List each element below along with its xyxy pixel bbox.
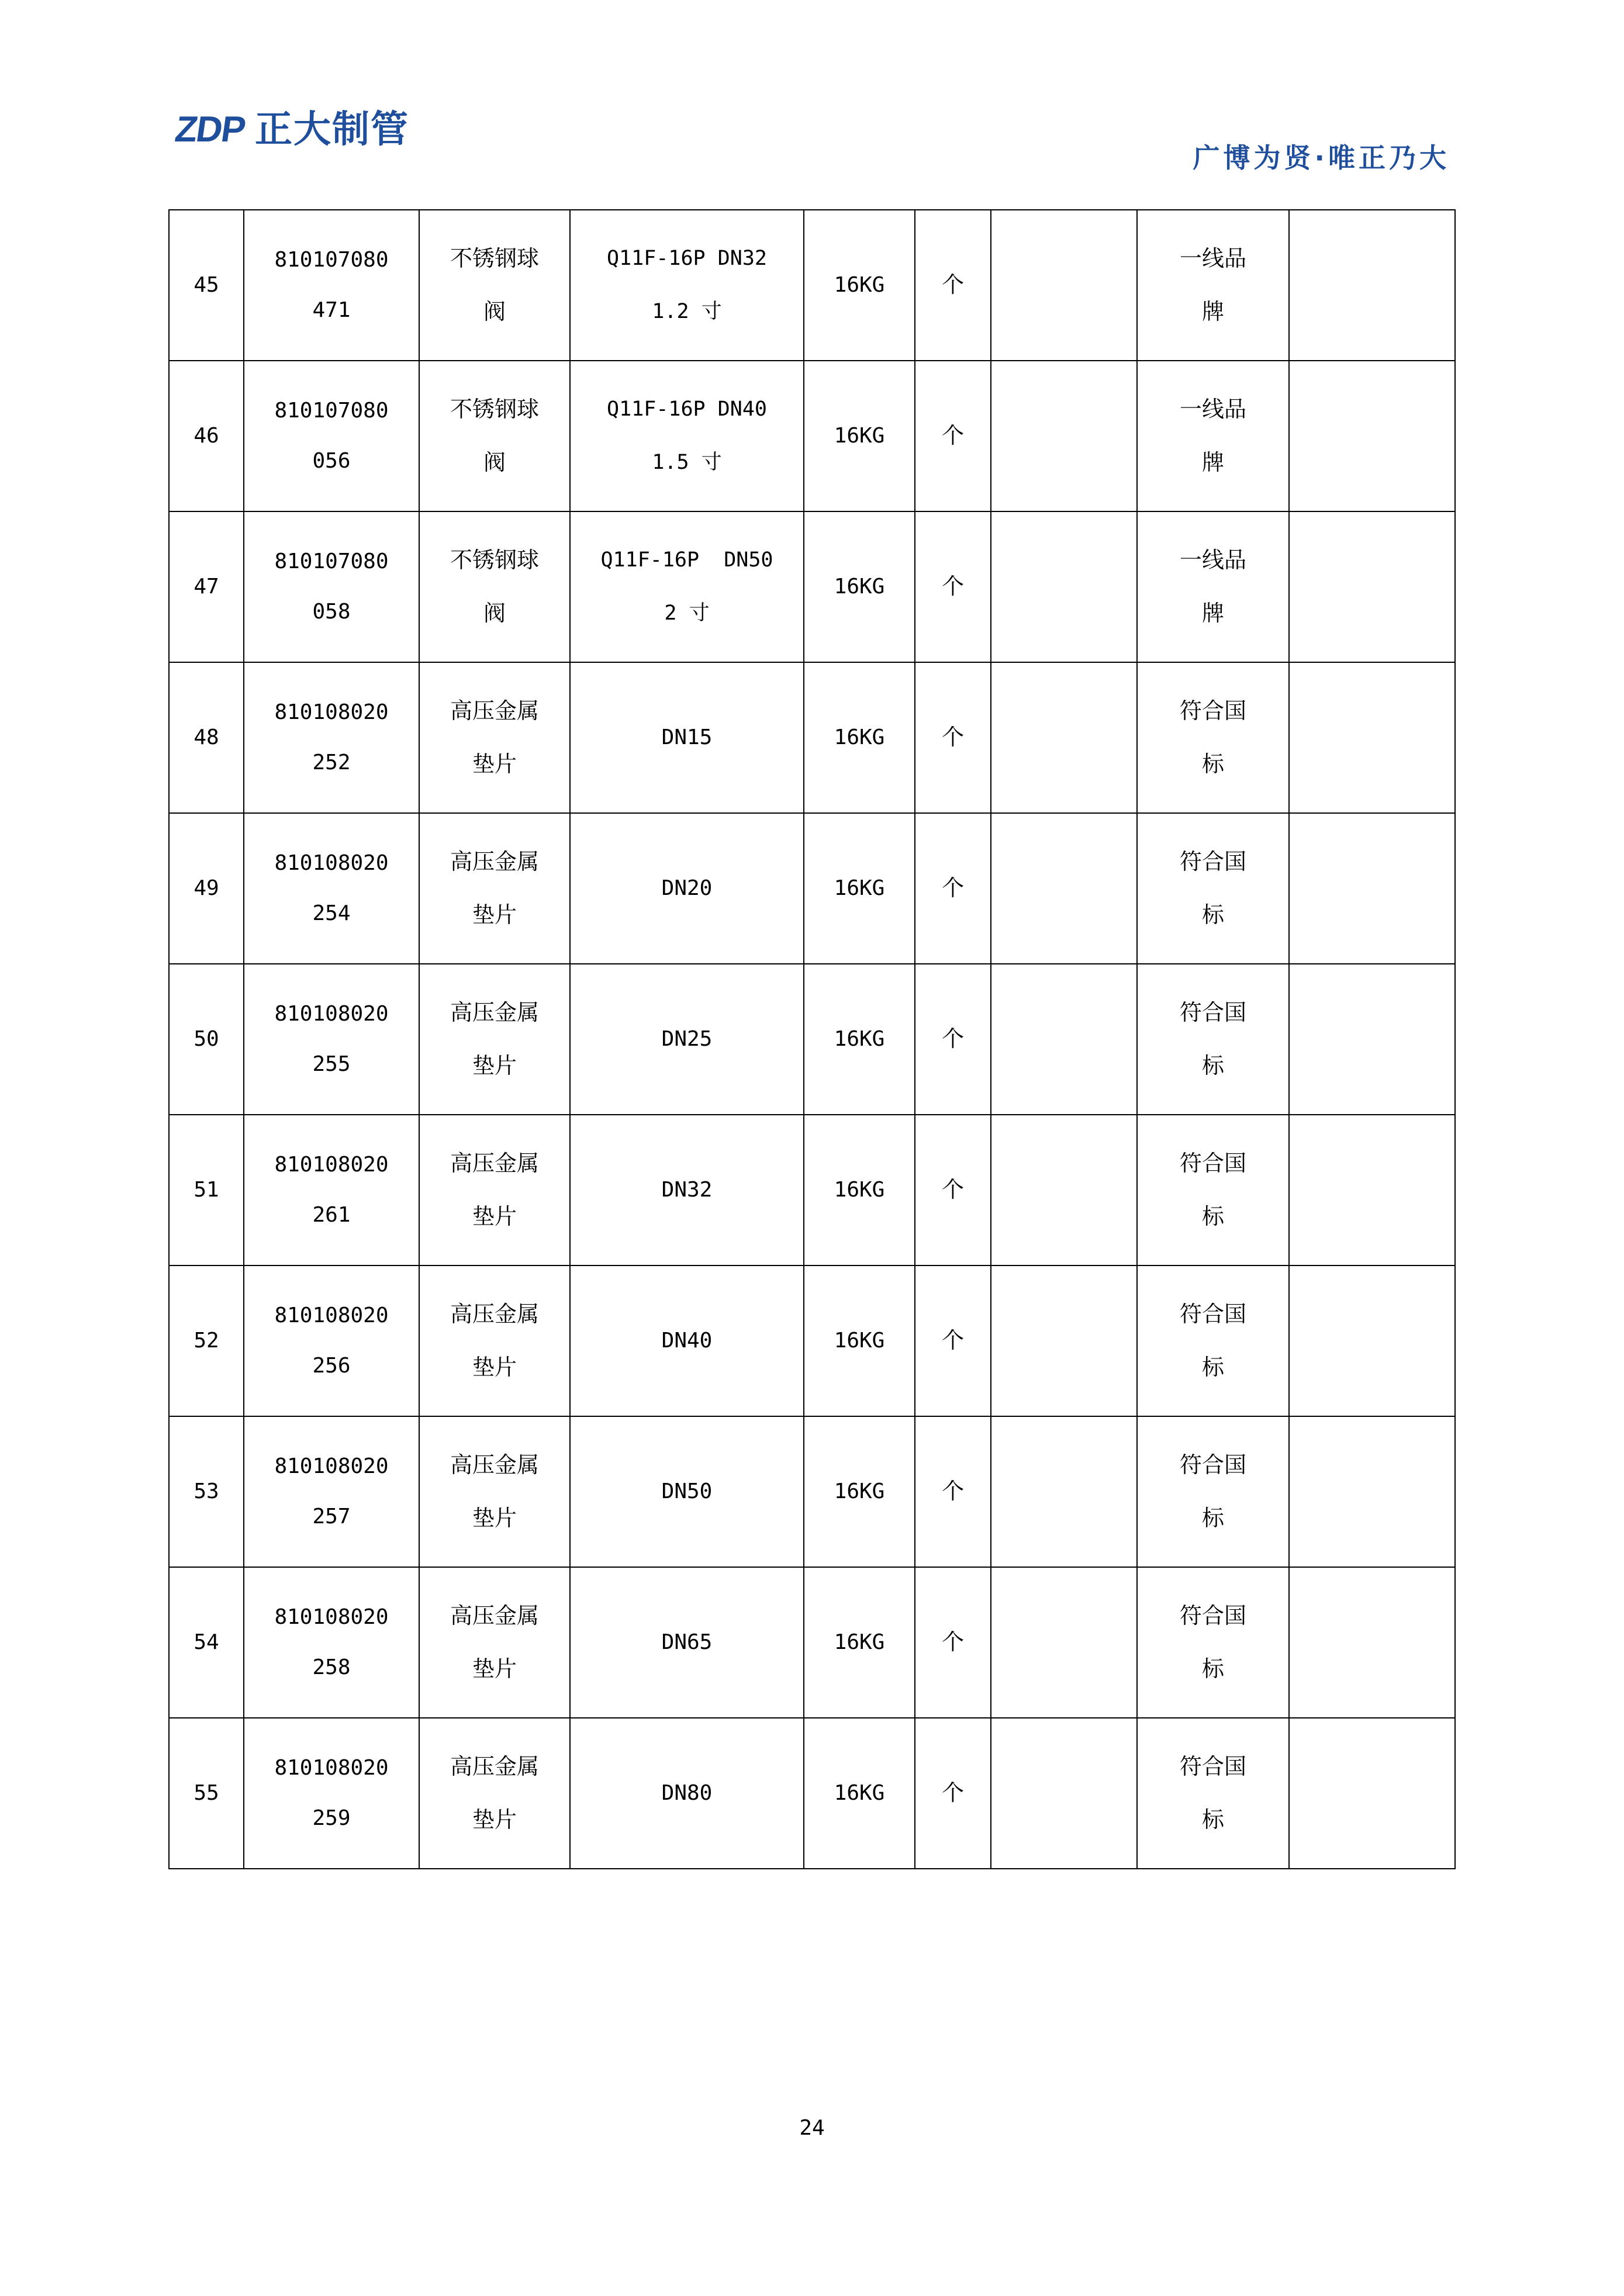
cell-spec-model [570, 1718, 804, 1869]
name-line-2: 阀 [483, 449, 506, 475]
cell-unit [915, 1265, 991, 1416]
brand-line-1: 符合国 [1179, 1150, 1246, 1176]
pressure-value: 16KG [834, 1328, 885, 1353]
name-line-2: 垫片 [472, 1505, 517, 1531]
cell-quantity [991, 1115, 1137, 1265]
brand-line-2: 标 [1201, 1053, 1224, 1078]
spec-table [168, 209, 1456, 1869]
cell-item-name [419, 210, 570, 361]
company-slogan: 广博为贤·唯正乃大 [1193, 142, 1450, 174]
cell-material-code [244, 813, 419, 964]
unit-value: 个 [941, 573, 964, 600]
code-line-2: 257 [312, 1505, 351, 1529]
spec-line-2: 1.2 寸 [652, 300, 722, 323]
pressure-value: 16KG [834, 272, 885, 297]
table-row [169, 1115, 1455, 1265]
brand-line-1: 符合国 [1179, 1754, 1246, 1779]
brand-line-1: 符合国 [1179, 1452, 1246, 1478]
cell-material-code [244, 1115, 419, 1265]
spec-line-1: DN80 [661, 1780, 713, 1805]
pressure-value: 16KG [834, 423, 885, 448]
zdp-logo-icon: ZDP [172, 109, 247, 150]
code-line-2: 259 [312, 1806, 351, 1830]
row-index: 53 [194, 1479, 219, 1503]
cell-brand [1137, 1115, 1289, 1265]
code-line-2: 261 [312, 1203, 351, 1227]
name-line-1: 高压金属 [450, 1603, 539, 1628]
cell-spec-model [570, 964, 804, 1115]
row-index: 55 [194, 1780, 219, 1805]
name-line-1: 高压金属 [450, 698, 539, 724]
brand-line-2: 标 [1201, 751, 1224, 777]
code-line-2: 058 [312, 600, 351, 624]
cell-quantity [991, 662, 1137, 813]
brand-line-2: 牌 [1201, 299, 1224, 324]
cell-pressure [804, 813, 915, 964]
row-index: 45 [194, 272, 219, 297]
spec-line-1: Q11F-16P DN40 [607, 397, 767, 421]
code-line-2: 252 [312, 751, 351, 774]
cell-index [169, 1567, 244, 1718]
cell-brand [1137, 662, 1289, 813]
code-line-2: 255 [312, 1052, 351, 1076]
cell-unit [915, 1718, 991, 1869]
name-line-2: 垫片 [472, 902, 517, 928]
cell-index [169, 361, 244, 511]
cell-item-name [419, 1567, 570, 1718]
spec-line-1: Q11F-16P DN50 [600, 548, 773, 572]
unit-value: 个 [941, 1327, 964, 1354]
cell-quantity [991, 511, 1137, 662]
name-line-2: 阀 [483, 600, 506, 626]
unit-value: 个 [941, 423, 964, 449]
cell-pressure [804, 662, 915, 813]
pressure-value: 16KG [834, 725, 885, 749]
cell-brand [1137, 813, 1289, 964]
brand-line-2: 牌 [1201, 600, 1224, 626]
unit-value: 个 [941, 1026, 964, 1052]
unit-value: 个 [941, 724, 964, 751]
cell-quantity [991, 361, 1137, 511]
company-name: 正大制管 [255, 108, 409, 151]
company-logo [172, 108, 409, 151]
code-line-1: 810108020 [274, 1755, 389, 1780]
cell-pressure [804, 1718, 915, 1869]
cell-item-name [419, 964, 570, 1115]
cell-material-code [244, 361, 419, 511]
spec-line-1: DN40 [661, 1328, 713, 1353]
spec-table-body [169, 210, 1455, 1869]
row-index: 51 [194, 1177, 219, 1202]
cell-unit [915, 1416, 991, 1567]
cell-index [169, 1718, 244, 1869]
pressure-value: 16KG [834, 1026, 885, 1051]
cell-item-name [419, 813, 570, 964]
cell-material-code [244, 1265, 419, 1416]
cell-brand [1137, 1416, 1289, 1567]
cell-unit [915, 511, 991, 662]
code-line-2: 471 [312, 298, 351, 322]
cell-remark [1289, 361, 1455, 511]
cell-index [169, 1416, 244, 1567]
code-line-1: 810108020 [274, 1303, 389, 1327]
cell-item-name [419, 1416, 570, 1567]
name-line-1: 高压金属 [450, 1150, 539, 1176]
cell-pressure [804, 1416, 915, 1567]
brand-line-1: 一线品 [1179, 396, 1246, 422]
cell-quantity [991, 1718, 1137, 1869]
cell-item-name [419, 662, 570, 813]
unit-value: 个 [941, 272, 964, 298]
cell-unit [915, 813, 991, 964]
name-line-1: 高压金属 [450, 1754, 539, 1779]
cell-spec-model [570, 210, 804, 361]
pressure-value: 16KG [834, 876, 885, 900]
row-index: 52 [194, 1328, 219, 1353]
brand-line-2: 标 [1201, 1354, 1224, 1380]
name-line-1: 不锈钢球 [450, 547, 539, 573]
cell-remark [1289, 1718, 1455, 1869]
spec-line-1: DN20 [661, 876, 713, 900]
unit-value: 个 [941, 1177, 964, 1203]
page-header [172, 108, 1450, 181]
table-row [169, 1718, 1455, 1869]
cell-brand [1137, 1265, 1289, 1416]
cell-remark [1289, 210, 1455, 361]
cell-item-name [419, 511, 570, 662]
table-row [169, 361, 1455, 511]
pressure-value: 16KG [834, 1780, 885, 1805]
cell-index [169, 210, 244, 361]
name-line-2: 阀 [483, 299, 506, 324]
cell-material-code [244, 1718, 419, 1869]
spec-table-wrap [168, 209, 1454, 1869]
cell-brand [1137, 964, 1289, 1115]
cell-quantity [991, 1416, 1137, 1567]
cell-material-code [244, 511, 419, 662]
brand-line-1: 符合国 [1179, 1603, 1246, 1628]
cell-index [169, 964, 244, 1115]
cell-pressure [804, 1115, 915, 1265]
cell-quantity [991, 1265, 1137, 1416]
unit-value: 个 [941, 875, 964, 901]
brand-line-2: 标 [1201, 1656, 1224, 1682]
cell-brand [1137, 511, 1289, 662]
spec-line-1: DN65 [661, 1630, 713, 1654]
spec-line-1: DN32 [661, 1177, 713, 1202]
cell-spec-model [570, 813, 804, 964]
brand-line-2: 牌 [1201, 449, 1224, 475]
name-line-1: 高压金属 [450, 1452, 539, 1478]
cell-spec-model [570, 361, 804, 511]
name-line-2: 垫片 [472, 751, 517, 777]
spec-line-2: 2 寸 [664, 601, 710, 625]
unit-value: 个 [941, 1478, 964, 1505]
code-line-1: 810108020 [274, 700, 389, 724]
row-index: 54 [194, 1630, 219, 1654]
table-row [169, 1265, 1455, 1416]
brand-line-1: 一线品 [1179, 245, 1246, 271]
cell-pressure [804, 1265, 915, 1416]
cell-item-name [419, 1718, 570, 1869]
brand-line-1: 符合国 [1179, 698, 1246, 724]
table-row [169, 813, 1455, 964]
cell-brand [1137, 1567, 1289, 1718]
table-row [169, 1416, 1455, 1567]
cell-material-code [244, 210, 419, 361]
code-line-1: 810108020 [274, 1152, 389, 1177]
cell-remark [1289, 662, 1455, 813]
cell-remark [1289, 1567, 1455, 1718]
name-line-1: 高压金属 [450, 849, 539, 874]
cell-item-name [419, 1265, 570, 1416]
table-row [169, 210, 1455, 361]
brand-line-1: 一线品 [1179, 547, 1246, 573]
pressure-value: 16KG [834, 574, 885, 599]
cell-spec-model [570, 1416, 804, 1567]
cell-index [169, 511, 244, 662]
code-line-2: 056 [312, 449, 351, 473]
row-index: 46 [194, 423, 219, 448]
spec-line-1: DN25 [661, 1026, 713, 1051]
code-line-1: 810108020 [274, 1605, 389, 1629]
code-line-1: 810107080 [274, 549, 389, 573]
cell-index [169, 662, 244, 813]
cell-unit [915, 361, 991, 511]
table-row [169, 662, 1455, 813]
spec-line-1: DN50 [661, 1479, 713, 1503]
cell-unit [915, 662, 991, 813]
cell-unit [915, 210, 991, 361]
cell-item-name [419, 1115, 570, 1265]
cell-material-code [244, 1416, 419, 1567]
cell-remark [1289, 1115, 1455, 1265]
table-row [169, 1567, 1455, 1718]
cell-brand [1137, 361, 1289, 511]
spec-line-1: Q11F-16P DN32 [607, 247, 767, 271]
cell-spec-model [570, 511, 804, 662]
code-line-1: 810108020 [274, 1001, 389, 1026]
name-line-1: 不锈钢球 [450, 245, 539, 271]
name-line-2: 垫片 [472, 1656, 517, 1682]
code-line-1: 810108020 [274, 850, 389, 875]
cell-quantity [991, 813, 1137, 964]
code-line-1: 810108020 [274, 1454, 389, 1478]
cell-material-code [244, 964, 419, 1115]
row-index: 48 [194, 725, 219, 749]
table-row [169, 511, 1455, 662]
spec-line-1: DN15 [661, 725, 713, 749]
cell-spec-model [570, 1265, 804, 1416]
code-line-2: 254 [312, 901, 351, 925]
row-index: 47 [194, 574, 219, 599]
cell-unit [915, 1567, 991, 1718]
cell-pressure [804, 1567, 915, 1718]
cell-material-code [244, 662, 419, 813]
cell-quantity [991, 210, 1137, 361]
brand-line-2: 标 [1201, 1505, 1224, 1531]
cell-index [169, 1115, 244, 1265]
code-line-2: 258 [312, 1655, 351, 1679]
cell-pressure [804, 511, 915, 662]
cell-index [169, 813, 244, 964]
name-line-1: 高压金属 [450, 1000, 539, 1025]
brand-line-2: 标 [1201, 902, 1224, 928]
name-line-2: 垫片 [472, 1354, 517, 1380]
cell-brand [1137, 1718, 1289, 1869]
name-line-1: 高压金属 [450, 1301, 539, 1327]
cell-pressure [804, 361, 915, 511]
pressure-value: 16KG [834, 1177, 885, 1202]
cell-spec-model [570, 662, 804, 813]
spec-line-2: 1.5 寸 [652, 451, 722, 474]
name-line-2: 垫片 [472, 1053, 517, 1078]
cell-remark [1289, 1265, 1455, 1416]
pressure-value: 16KG [834, 1479, 885, 1503]
table-row [169, 964, 1455, 1115]
row-index: 49 [194, 876, 219, 900]
cell-spec-model [570, 1567, 804, 1718]
code-line-1: 810107080 [274, 247, 389, 272]
row-index: 50 [194, 1026, 219, 1051]
cell-unit [915, 1115, 991, 1265]
name-line-1: 不锈钢球 [450, 396, 539, 422]
cell-pressure [804, 964, 915, 1115]
cell-quantity [991, 1567, 1137, 1718]
name-line-2: 垫片 [472, 1204, 517, 1229]
brand-line-1: 符合国 [1179, 849, 1246, 874]
cell-item-name [419, 361, 570, 511]
pressure-value: 16KG [834, 1630, 885, 1654]
cell-unit [915, 964, 991, 1115]
unit-value: 个 [941, 1780, 964, 1806]
name-line-2: 垫片 [472, 1807, 517, 1832]
cell-material-code [244, 1567, 419, 1718]
brand-line-2: 标 [1201, 1204, 1224, 1229]
cell-pressure [804, 210, 915, 361]
code-line-1: 810107080 [274, 398, 389, 423]
cell-spec-model [570, 1115, 804, 1265]
code-line-2: 256 [312, 1354, 351, 1378]
cell-quantity [991, 964, 1137, 1115]
brand-line-2: 标 [1201, 1807, 1224, 1832]
unit-value: 个 [941, 1629, 964, 1655]
cell-brand [1137, 210, 1289, 361]
cell-remark [1289, 1416, 1455, 1567]
brand-line-1: 符合国 [1179, 1301, 1246, 1327]
cell-remark [1289, 964, 1455, 1115]
cell-index [169, 1265, 244, 1416]
brand-line-1: 符合国 [1179, 1000, 1246, 1025]
cell-remark [1289, 813, 1455, 964]
page-number: 24 [799, 2116, 825, 2140]
cell-remark [1289, 511, 1455, 662]
